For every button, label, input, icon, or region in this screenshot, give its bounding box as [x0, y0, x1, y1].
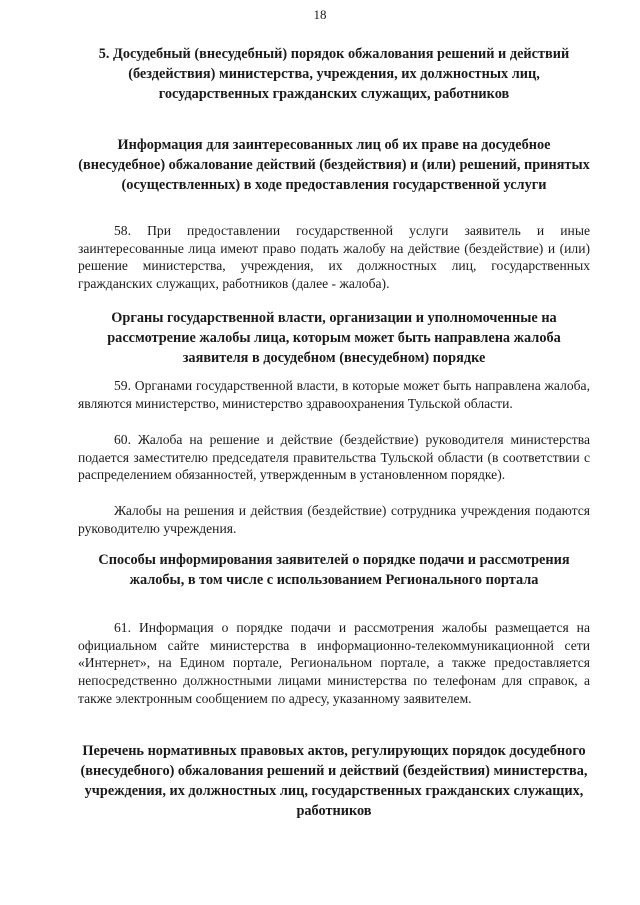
info-rights-heading: Информация для заинтересованных лиц об их праве на досудебное (внесудебное) обжалование действий (бездействия) и (или) решений, принятых (осуществленных) в ходе предоставления государственной услуги — [78, 137, 590, 193]
paragraph-60-continued: Жалобы на решения и действия (бездействие) сотрудника учреждения подаются руководителю учреждения. — [78, 503, 590, 536]
paragraph-59: 59. Органами государственной власти, в которые может быть направлена жалоба, являются министерство, министерство здравоохранения Тульской области. — [78, 378, 590, 411]
paragraph-61: 61. Информация о порядке подачи и рассмотрения жалобы размещается на официальном сайте министерства в информационно-телекоммуникационной сети «Интернет», на Едином портале, Региональном портале, а также предоставляется непосредственно должностными лицами министерства по телефонам для справок, а также электронным сообщением по адресу, указанному заявителем. — [78, 620, 590, 706]
section-5-heading: 5. Досудебный (внесудебный) порядок обжалования решений и действий (бездействия) министерства, учреждения, их должностных лиц, государственных гражданских служащих, работников — [98, 46, 570, 102]
paragraph-58: 58. При предоставлении государственной услуги заявитель и иные заинтересованные лица имеют право подать жалобу на действие (бездействие) и (или) решение министерства, учреждения, их должностных лиц, государственных гражданских служащих, работников (далее - жалоба). — [78, 223, 590, 292]
page-number: 18 — [313, 7, 327, 22]
authorities-heading: Органы государственной власти, организации и уполномоченные на рассмотрение жалобы лица, которым может быть направлена жалоба заявителя в досудебном (внесудебном) порядке — [107, 310, 561, 366]
inform-methods-heading: Способы информирования заявителей о порядке подачи и рассмотрения жалобы, в том числе с использованием Регионального портала — [98, 552, 570, 588]
paragraph-60: 60. Жалоба на решение и действие (бездействие) руководителя министерства подается заместителю председателя правительства Тульской области (в соответствии с распределением обязанностей, утвержденным в установленном порядке). — [78, 432, 590, 483]
legal-acts-heading: Перечень нормативных правовых актов, регулирующих порядок досудебного (внесудебного) обжалования решений и действий (бездействия) министерства, учреждения, их должностных лиц, государственных гражданских служащих, работников — [80, 743, 588, 819]
